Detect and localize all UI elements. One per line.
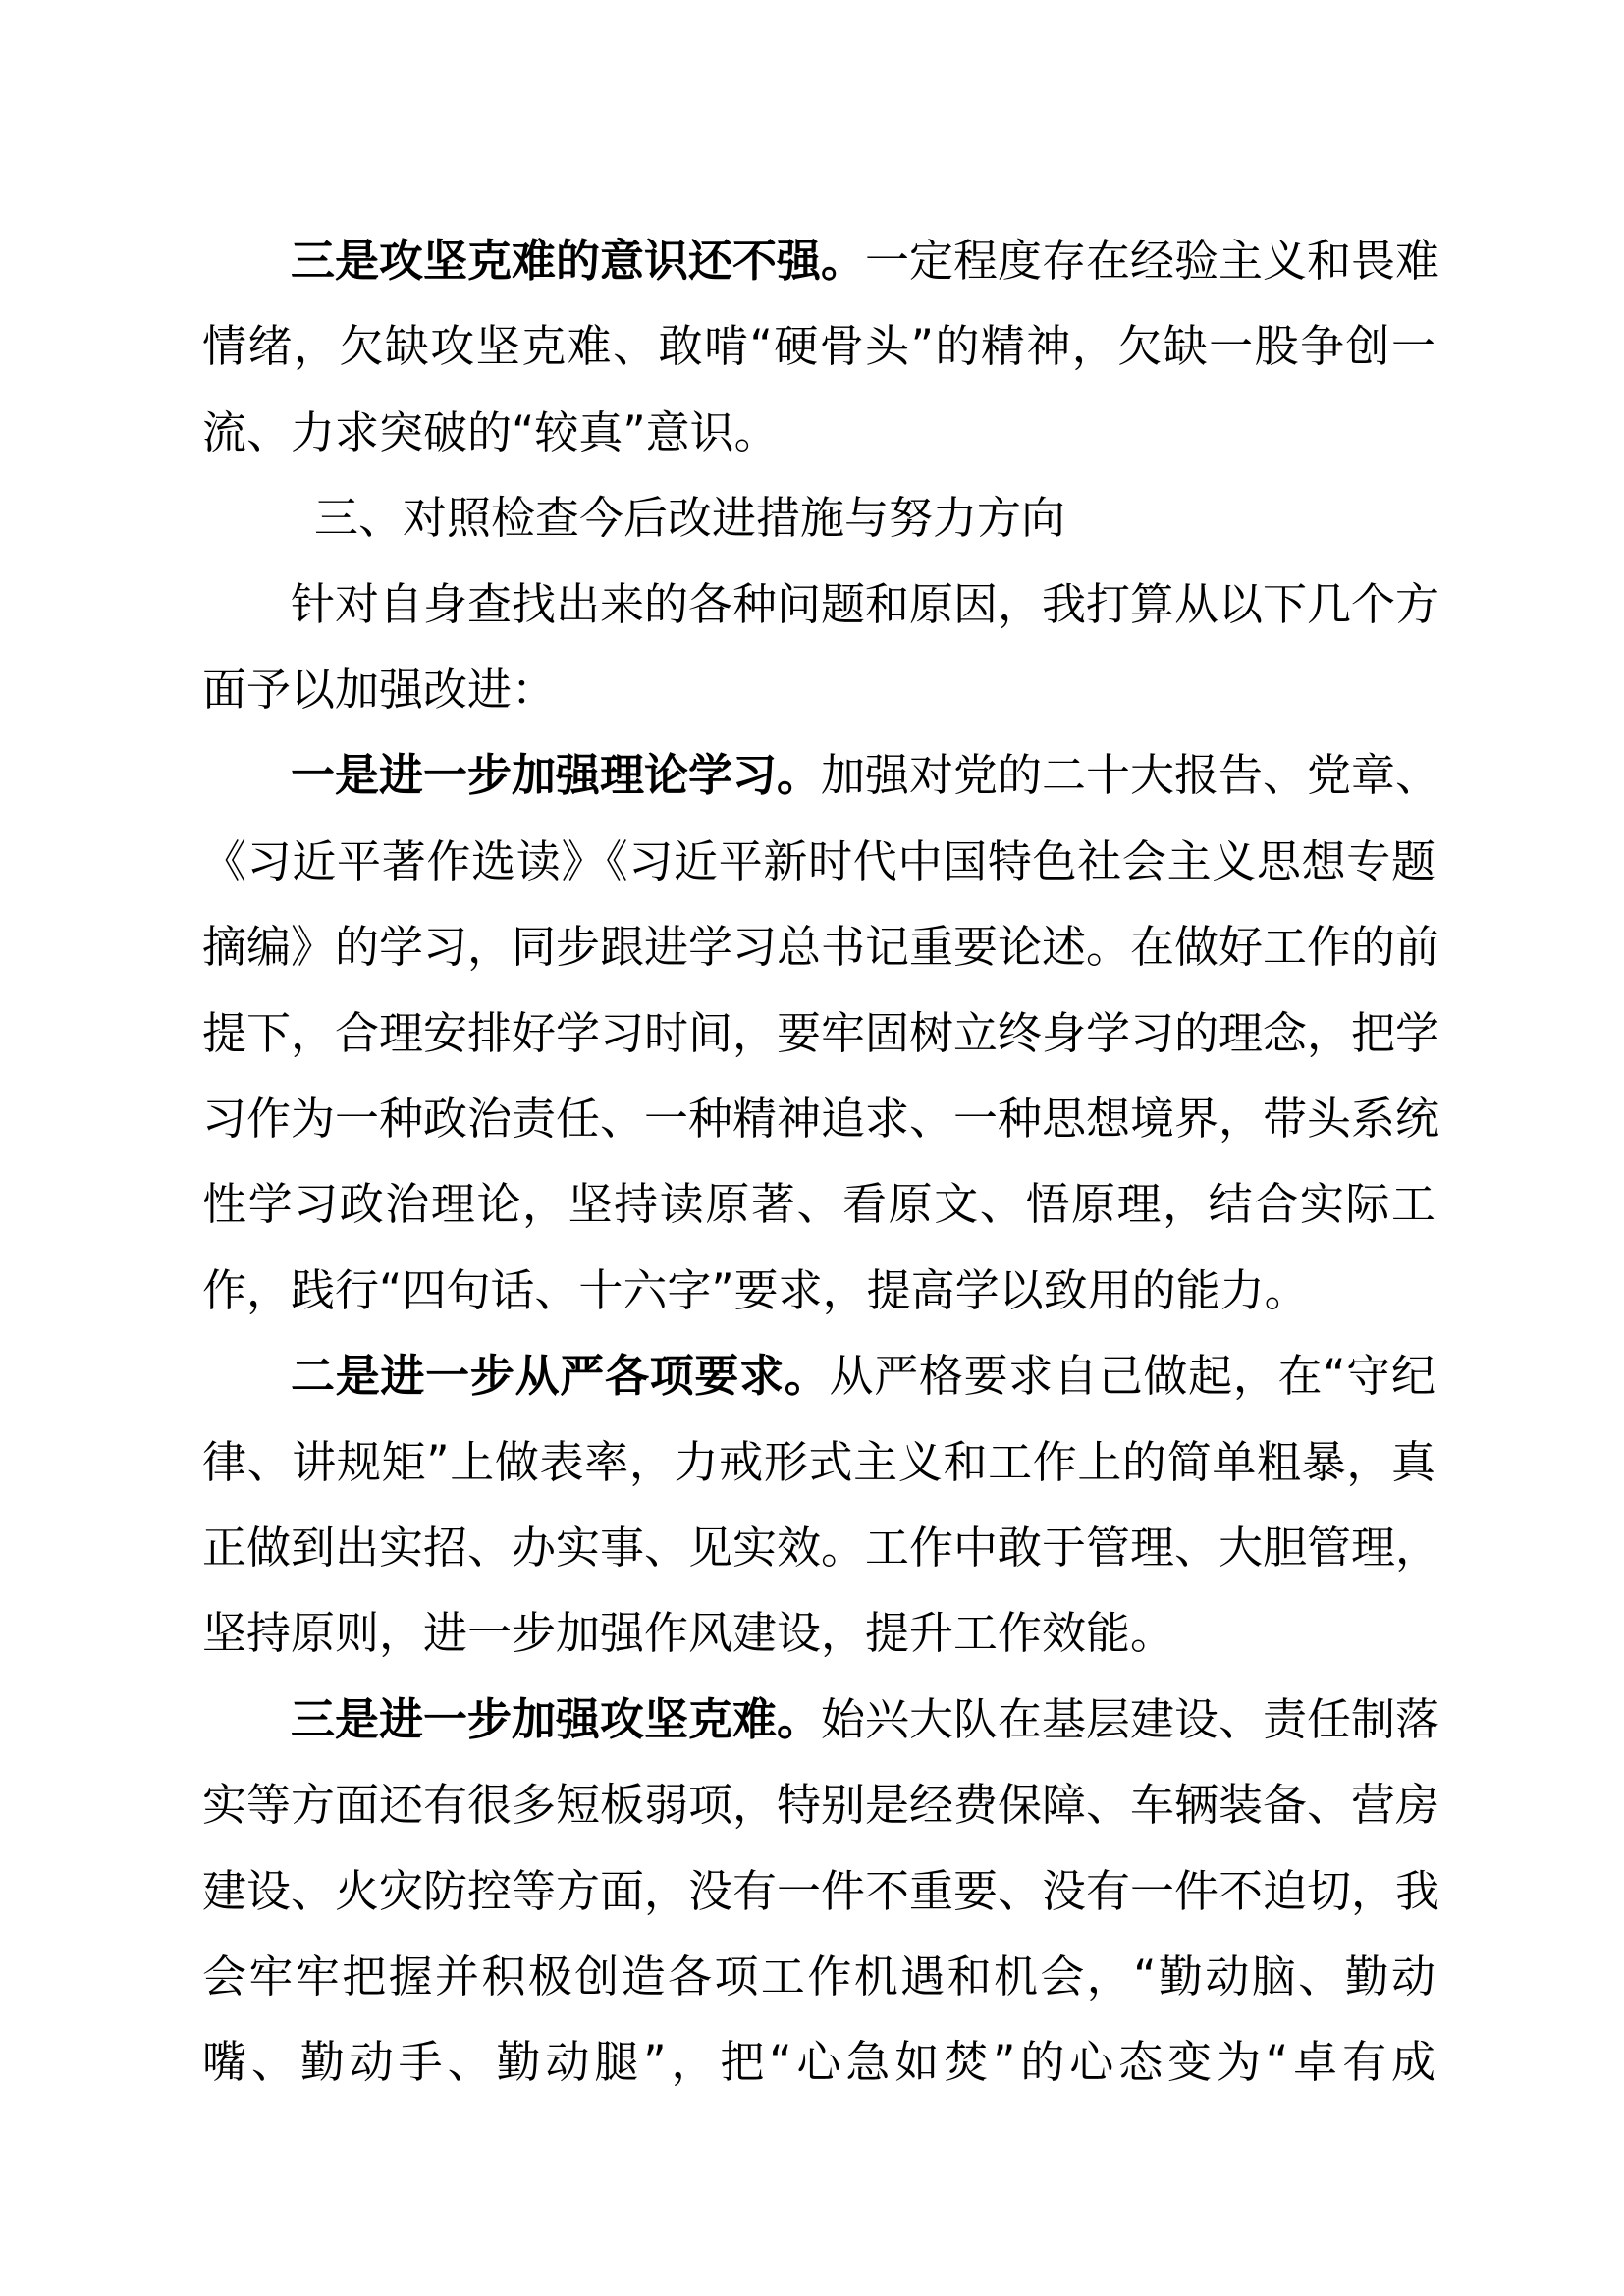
text-line	[291, 746, 1440, 805]
text-line	[291, 232, 1440, 291]
line-text: 实等方面还有很多短板弱项，特别是经费保障、车辆装备、营房	[202, 1779, 1440, 1832]
line-text: 建设、火灾防控等方面，没有一件不重要、没有一件不迫切，我	[202, 1864, 1440, 1917]
text-line	[202, 1175, 1435, 1234]
text-line	[202, 1433, 1435, 1492]
text-line	[202, 1090, 1440, 1148]
text-line	[202, 1862, 1440, 1921]
text-line	[202, 832, 1435, 891]
text-line	[202, 1261, 1435, 1320]
line-text: 《习近平著作选读》《习近平新时代中国特色社会主义思想专题	[202, 834, 1435, 887]
text-line	[202, 1948, 1435, 2006]
text-line	[291, 575, 1440, 634]
line-text: 加强对党的二十大报告、党章、	[821, 749, 1440, 802]
line-text: 提下，合理安排好学习时间，要牢固树立终身学习的理念，把学	[202, 1006, 1440, 1059]
line-text: 习作为一种政治责任、一种精神追求、一种思想境界，带头系统	[202, 1093, 1440, 1145]
line-text: 摘编》的学习，同步跟进学习总书记重要论述。在做好工作的前	[202, 921, 1440, 974]
text-line	[202, 1776, 1440, 1835]
bold-lead-phrase: 二是进一步从严各项要求。	[291, 1350, 830, 1403]
text-line	[202, 661, 1435, 720]
text-line	[202, 1004, 1440, 1063]
text-line	[202, 317, 1435, 376]
text-line	[202, 403, 1435, 462]
bold-lead-phrase: 一是进一步加强理论学习。	[291, 749, 822, 802]
line-text: 始兴大队在基层建设、责任制落	[821, 1692, 1440, 1745]
line-text: 嘴、勤动手、勤动腿”，把“心急如焚”的心态变为“卓有成	[202, 2036, 1435, 2089]
line-text: 三、对照检查今后改进措施与努力方向	[314, 492, 1066, 545]
line-text: 一定程度存在经验主义和畏难	[865, 235, 1440, 287]
text-line	[291, 1347, 1435, 1406]
line-text: 性学习政治理论，坚持读原著、看原文、悟原理，结合实际工	[202, 1178, 1435, 1231]
text-line	[202, 2033, 1435, 2092]
line-text: 律、讲规矩”上做表率，力戒形式主义和工作上的简单粗暴，真	[202, 1435, 1435, 1488]
line-text: 从严格要求自己做起，在“守纪	[829, 1350, 1435, 1403]
bold-lead-phrase: 三是攻坚克难的意识还不强。	[291, 235, 866, 287]
text-line	[202, 918, 1440, 977]
line-text: 作，践行“四句话、十六字”要求，提高学以致用的能力。	[202, 1263, 1309, 1316]
line-text: 会牢牢把握并积极创造各项工作机遇和机会，“勤动脑、勤动	[202, 1950, 1435, 2002]
line-text: 针对自身查找出来的各种问题和原因，我打算从以下几个方	[291, 577, 1440, 630]
text-line	[202, 1519, 1440, 1577]
bold-lead-phrase: 三是进一步加强攻坚克难。	[291, 1692, 822, 1745]
text-line	[202, 1604, 1435, 1663]
line-text: 正做到出实招、办实事、见实效。工作中敢于管理、大胆管理，	[202, 1522, 1440, 1574]
line-text: 情绪，欠缺攻坚克难、敢啃“硬骨头”的精神，欠缺一股争创一	[202, 320, 1435, 373]
line-text: 流、力求突破的“较真”意识。	[202, 405, 779, 458]
text-line	[291, 1690, 1440, 1749]
line-text: 坚持原则，进一步加强作风建设，提升工作效能。	[202, 1607, 1175, 1660]
section-heading	[314, 489, 1435, 548]
line-text: 面予以加强改进：	[202, 664, 557, 716]
